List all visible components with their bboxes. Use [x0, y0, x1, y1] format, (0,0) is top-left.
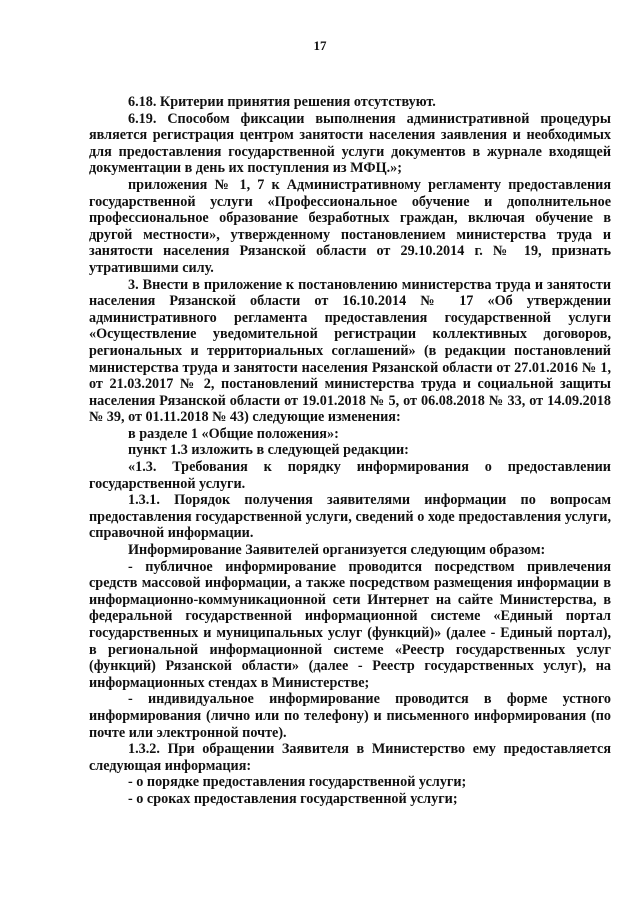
paragraph-informing-intro: Информирование Заявителей организуется следующим образом: [128, 542, 546, 559]
list-item-individual-informing: - индивидуальное информирование проводится в форме устного информирования (лично или по телефону) и письменного информирования (по почте или электронной почте). [89, 691, 611, 741]
paragraph-1-3-2: 1.3.2. При обращении Заявителя в Министерство ему предоставляется следующая информация: [89, 741, 611, 774]
list-item-procedure: - о порядке предоставления государственной услуги; [128, 774, 467, 791]
paragraph-6-18: 6.18. Критерии принятия решения отсутствуют. [128, 94, 436, 110]
paragraph-1-3: «1.3. Требования к порядку информирования о предоставлении государственной услуги. [89, 459, 611, 492]
paragraph-1-3-1: 1.3.1. Порядок получения заявителями информации по вопросам предоставления государственной услуги, сведений о ходе предоставления услуги, справочной информации. [89, 492, 611, 542]
document-body [89, 94, 611, 808]
list-item-public-informing: - публичное информирование проводится посредством привлечения средств массовой информации, а также посредством размещения информации в информационно-коммуникационной сети Интернет на сайте Министерства, в федеральной государственной информационной системе «Единый портал государственных и муниципальных услуг (функций)» (далее - Единый портал), в региональной информационной системе «Реестр государственных услуг (функций) Рязанской области» (далее - Реестр государственных услуг), на информационных стендах в Министерстве; [89, 558, 611, 691]
list-item-terms: - о сроках предоставления государственной услуги; [128, 790, 458, 807]
paragraph-6-19: 6.19. Способом фиксации выполнения административной процедуры является регистрация центром занятости населения заявления и необходимых для предоставления государственной услуги документов в журнале входящей документации в день их поступления из МФЦ.»; [89, 110, 611, 177]
paragraph-annexes-repeal: приложения № 1, 7 к Административному регламенту предоставления государственной услуги «Профессиональное обучение и дополнительное профессиональное образование безработных граждан, включая обучение в другой местности», утвержденному постановлением министерства труда и занятости населения Рязанской области от 29.10.2014 г. № 19, признать утратившими силу. [89, 176, 611, 276]
page-number: 17 [313, 38, 327, 53]
paragraph-section-1: в разделе 1 «Общие положения»: [128, 425, 339, 442]
paragraph-clause-1-3-intro: пункт 1.3 изложить в следующей редакции: [128, 442, 409, 459]
paragraph-item-3: 3. Внести в приложение к постановлению министерства труда и занятости населения Рязанской области от 16.10.2014 № 17 «Об утверждении административного регламента предоставления государственной услуги «Осуществление уведомительной регистрации коллективных договоров, региональных и территориальных соглашений» (в редакции постановлений министерства труда и занятости населения Рязанской области от 27.01.2016 № 1, от 21.03.2017 № 2, постановлений министерства труда и социальной защиты населения Рязанской области от 19.01.2018 № 5, от 06.08.2018 № 33, от 14.09.2018 № 39, от 01.11.2018 № 43) следующие изменения: [89, 276, 611, 426]
